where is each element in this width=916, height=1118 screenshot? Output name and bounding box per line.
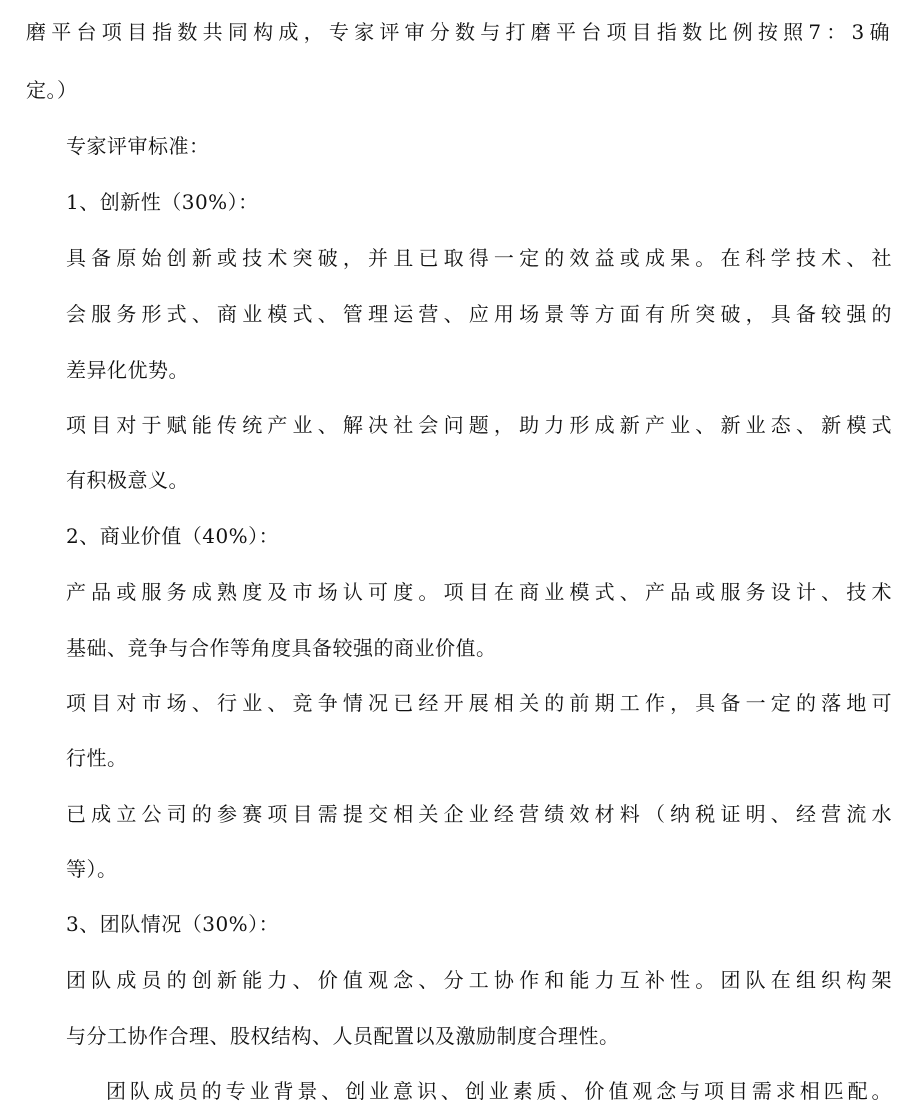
- section-heading-expert-review: 专家评审标准：: [66, 134, 210, 158]
- criterion-heading-commercial-value: 2、商业价值（40%）：: [66, 524, 280, 548]
- text-line-8: 项目对于赋能传统产业、解决社会问题，助力形成新产业、新业态、新模式: [66, 413, 892, 437]
- text-line-18: 团队成员的创新能力、价值观念、分工协作和能力互补性。团队在组织构架: [66, 968, 892, 992]
- text-line-19: 与分工协作合理、股权结构、人员配置以及激励制度合理性。: [66, 1024, 620, 1048]
- text-line-13: 项目对市场、行业、竞争情况已经开展相关的前期工作，具备一定的落地可: [66, 691, 892, 715]
- text-line-20: 团队成员的专业背景、创业意识、创业素质、价值观念与项目需求相匹配。: [106, 1079, 892, 1103]
- text-line-9: 有积极意义。: [66, 468, 189, 492]
- text-line-5: 具备原始创新或技术突破，并且已取得一定的效益或成果。在科学技术、社: [66, 246, 892, 270]
- text-line-15: 已成立公司的参赛项目需提交相关企业经营绩效材料（纳税证明、经营流水: [66, 802, 892, 826]
- text-line-2: 定。）: [26, 78, 78, 102]
- text-line-7: 差异化优势。: [66, 358, 189, 382]
- text-line-14: 行性。: [66, 746, 128, 770]
- criterion-heading-innovation: 1、创新性（30%）：: [66, 190, 259, 214]
- text-line-11: 产品或服务成熟度及市场认可度。项目在商业模式、产品或服务设计、技术: [66, 580, 892, 604]
- text-line-16: 等）。: [66, 857, 118, 881]
- text-line-6: 会服务形式、商业模式、管理运营、应用场景等方面有所突破，具备较强的: [66, 302, 892, 326]
- text-line-12: 基础、竞争与合作等角度具备较强的商业价值。: [66, 636, 497, 660]
- criterion-heading-team: 3、团队情况（30%）：: [66, 912, 280, 936]
- text-line-1: 磨平台项目指数共同构成，专家评审分数与打磨平台项目指数比例按照7：3确: [26, 20, 890, 44]
